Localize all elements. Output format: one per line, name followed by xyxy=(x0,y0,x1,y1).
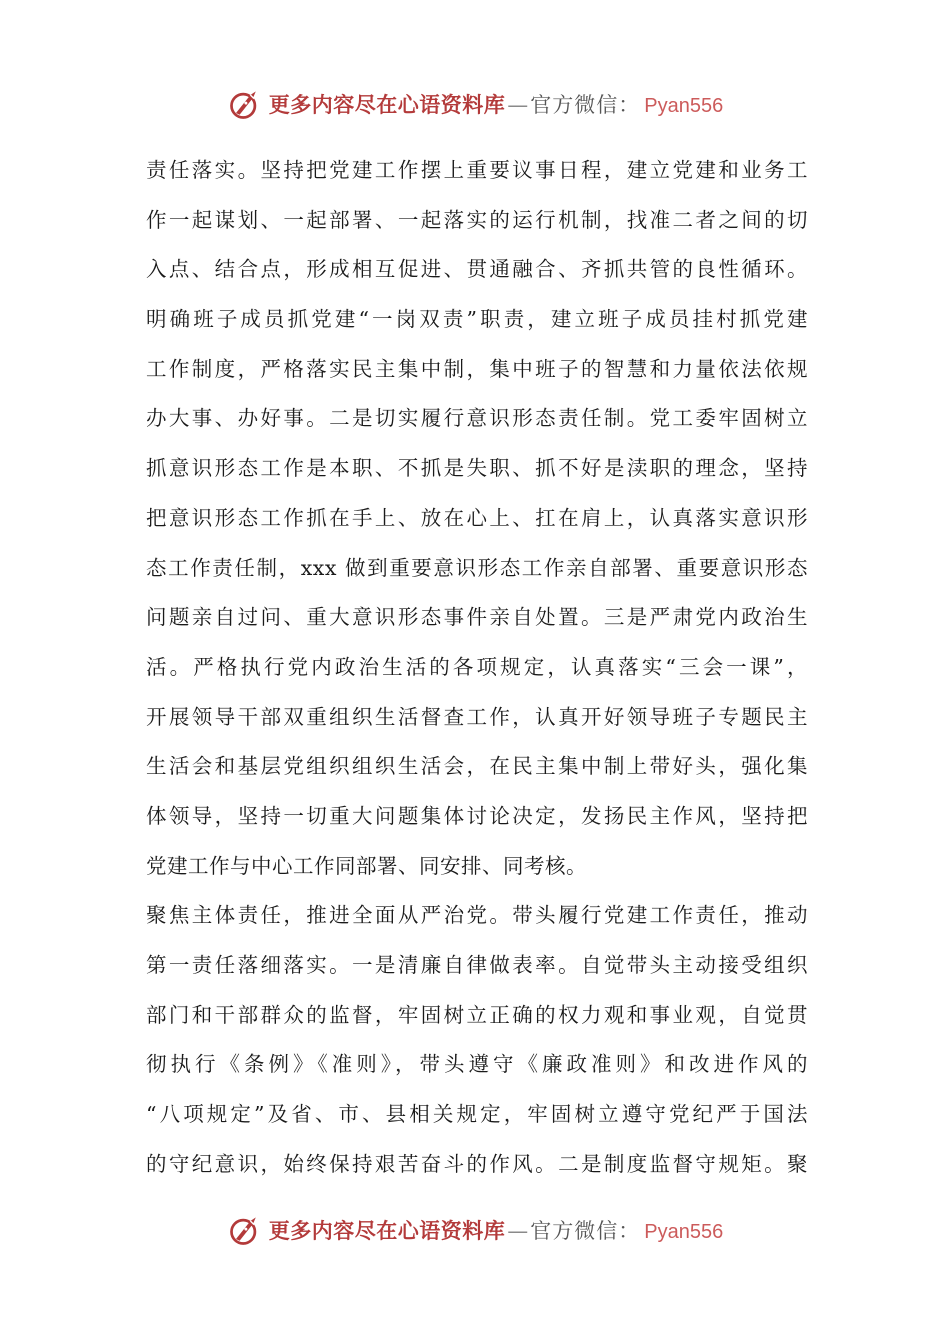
banner-wechat-id: Pyan556 xyxy=(644,95,724,117)
banner-wechat-id: Pyan556 xyxy=(644,1221,724,1243)
banner-main-text: 更多内容尽在心语资料库 xyxy=(268,92,506,117)
text-line: 作一起谋划、一起部署、一起落实的运行机制，找准二者之间的切 xyxy=(146,207,808,232)
text-line: 抓意识形态工作是本职、不抓是失职、抓不好是渎职的理念，坚持 xyxy=(146,456,808,481)
text-line: 态工作责任制，xxx 做到重要意识形态工作亲自部署、重要意识形态 xyxy=(146,555,808,580)
footer-banner-text xyxy=(269,1215,723,1245)
header-banner-group xyxy=(227,86,723,122)
text-line: 党建工作与中心工作同部署、同安排、同考核。 xyxy=(146,853,587,878)
footer-banner-group xyxy=(227,1212,723,1248)
text-line: 的守纪意识，始终保持艰苦奋斗的作风。二是制度监督守规矩。聚 xyxy=(146,1151,808,1176)
text-line: 明确班子成员抓党建“一岗双责”职责，建立班子成员挂村抓党建 xyxy=(146,307,808,332)
pen-nib-circle-icon xyxy=(227,86,263,122)
text-line: 问题亲自过问、重大意识形态事件亲自处置。三是严肃党内政治生 xyxy=(146,605,808,630)
pen-nib-circle-icon xyxy=(227,1212,263,1248)
text-line: 彻执行《条例》《准则》，带头遵守《廉政准则》和改进作风的 xyxy=(146,1052,808,1077)
banner-wechat-label: 官方微信： xyxy=(530,1219,641,1243)
text-line: 工作制度，严格落实民主集中制，集中班子的智慧和力量依法依规 xyxy=(146,356,808,381)
text-line: 部门和干部群众的监督，牢固树立正确的权力观和事业观，自觉贯 xyxy=(146,1002,808,1027)
header-banner-text xyxy=(269,89,723,119)
text-line: 聚焦主体责任，推进全面从严治党。带头履行党建工作责任，推动 xyxy=(146,903,808,928)
banner-dash: — xyxy=(507,93,529,117)
text-line: “八项规定”及省、市、县相关规定，牢固树立遵守党纪严于国法 xyxy=(146,1102,808,1127)
text-line: 活。严格执行党内政治生活的各项规定，认真落实“三会一课”， xyxy=(146,654,808,679)
banner-wechat-label: 官方微信： xyxy=(530,93,641,117)
text-line: 体领导，坚持一切重大问题集体讨论决定，发扬民主作风，坚持把 xyxy=(146,803,808,828)
text-line: 责任落实。坚持把党建工作摆上重要议事日程，建立党建和业务工 xyxy=(146,158,808,182)
text-line: 把意识形态工作抓在手上、放在心上、扛在肩上，认真落实意识形 xyxy=(146,505,808,530)
banner-dash: — xyxy=(507,1219,529,1243)
text-line: 生活会和基层党组织组织生活会，在民主集中制上带好头，强化集 xyxy=(146,754,808,779)
document-body xyxy=(146,146,808,1189)
text-line: 入点、结合点，形成相互促进、贯通融合、齐抓共管的良性循环。 xyxy=(146,257,808,282)
header-banner xyxy=(0,82,950,126)
footer-banner xyxy=(0,1208,950,1252)
text-line: 开展领导干部双重组织生活督查工作，认真开好领导班子专题民主 xyxy=(146,704,808,729)
banner-main-text: 更多内容尽在心语资料库 xyxy=(268,1218,506,1243)
text-line: 第一责任落细落实。一是清廉自律做表率。自觉带头主动接受组织 xyxy=(146,953,808,977)
text-line: 办大事、办好事。二是切实履行意识形态责任制。党工委牢固树立 xyxy=(146,406,808,431)
